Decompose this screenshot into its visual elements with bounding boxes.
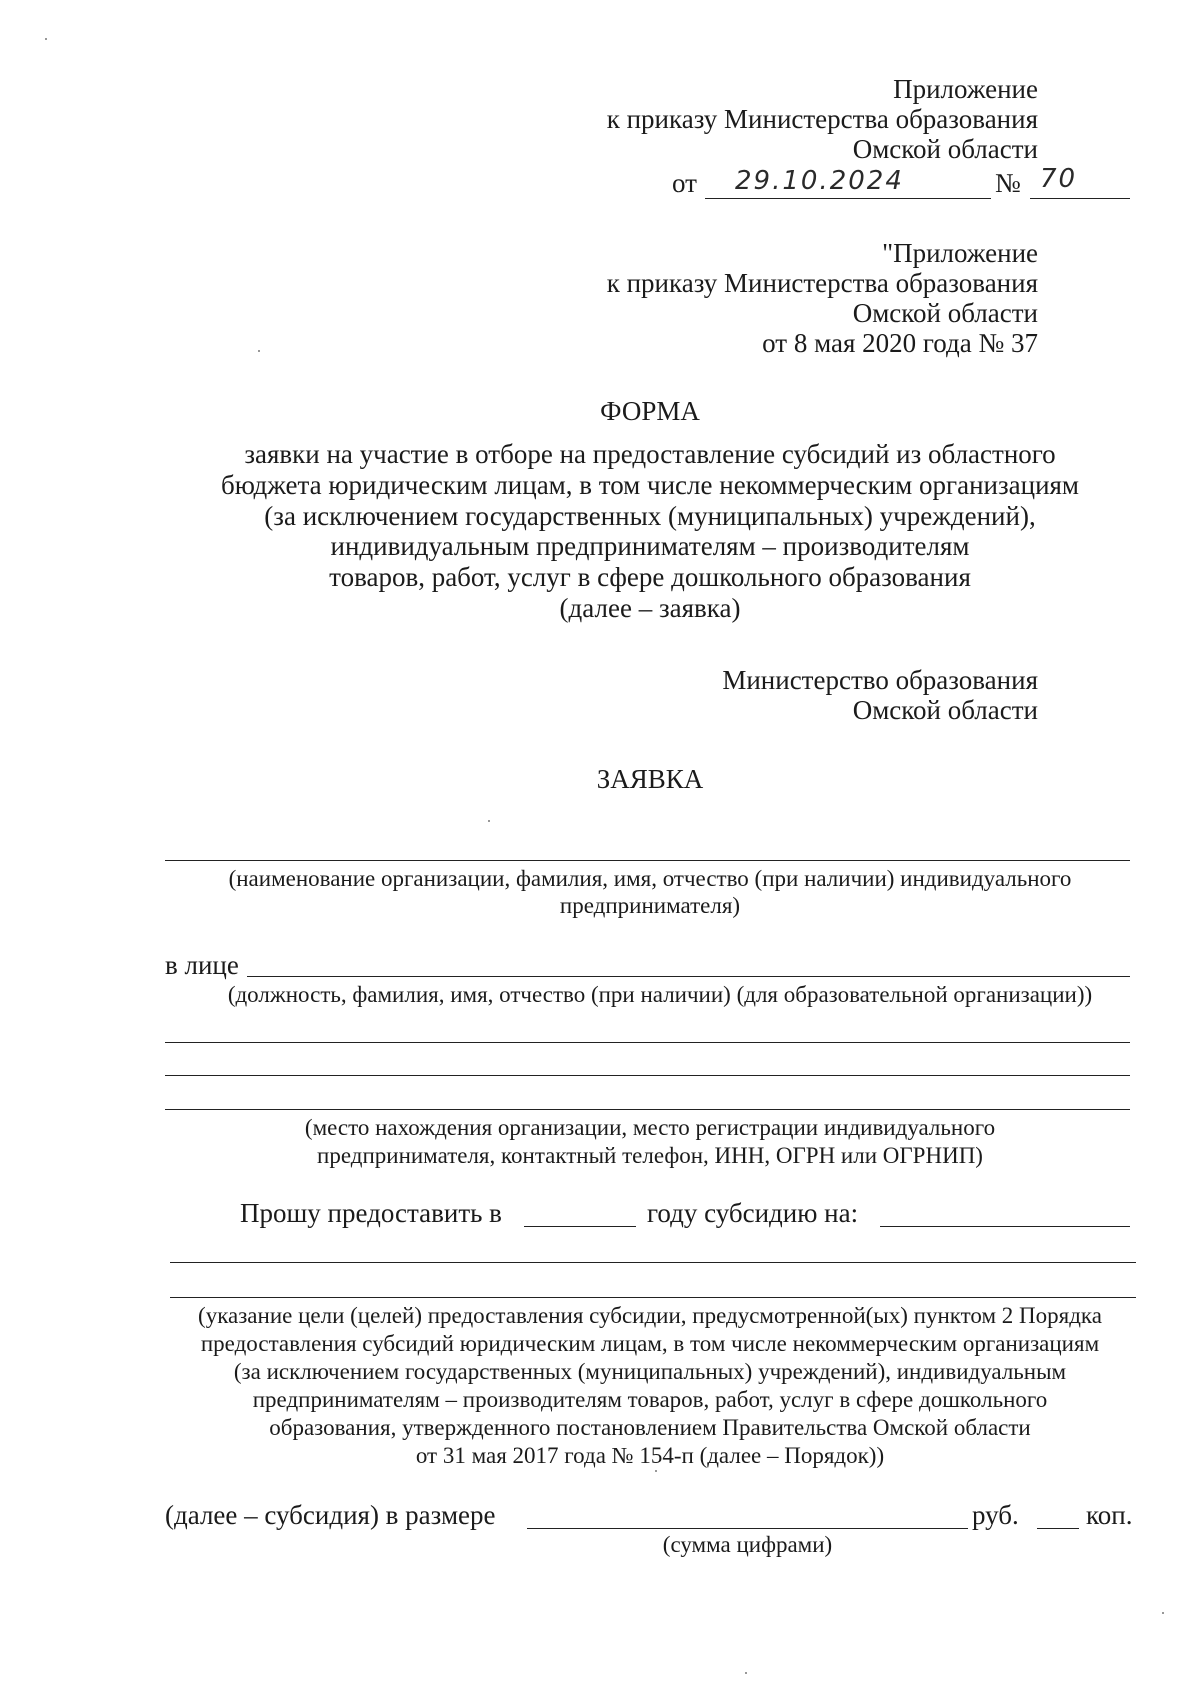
scan-speck (655, 1470, 657, 1472)
request-label-2: году субсидию на: (647, 1198, 859, 1228)
application-title: ЗАЯВКА (596, 764, 704, 794)
scan-speck (258, 350, 260, 352)
form-title-line: товаров, работ, услуг в сфере дошкольного образования (329, 562, 971, 592)
scan-speck (488, 820, 490, 822)
date-underline (705, 198, 991, 199)
form-title-line: (далее – заявка) (559, 593, 741, 623)
purpose-line (170, 1297, 1136, 1298)
form-title-line: заявки на участие в отборе на предоставление субсидий из областного (244, 439, 1056, 469)
purpose-caption: предоставления субсидий юридическим лицам, в том числе некоммерческим организациям (200, 1331, 1100, 1356)
amount-blank (527, 1528, 968, 1529)
header-old-line4: от 8 мая 2020 года № 37 (762, 328, 1038, 358)
header-new-date-prefix: от (672, 168, 697, 198)
location-line (165, 1075, 1130, 1076)
purpose-caption: предпринимателям – производителям товаров, работ, услуг в сфере дошкольного (252, 1387, 1048, 1412)
org-name-line (165, 860, 1130, 861)
form-title-line: индивидуальным предпринимателям – производителям (330, 531, 970, 561)
location-line (165, 1042, 1130, 1043)
location-caption: предпринимателя, контактный телефон, ИНН, ОГРН или ОГРНИП) (317, 1143, 983, 1168)
org-caption: (наименование организации, фамилия, имя, отчество (при наличии) индивидуального (228, 866, 1072, 891)
header-old-line2: к приказу Министерства образования (606, 268, 1038, 298)
position-caption: (должность, фамилия, имя, отчество (при наличии) (для образовательной организации)) (227, 982, 1093, 1007)
handwritten-number: 70 (1040, 164, 1078, 194)
scan-speck (745, 1672, 747, 1674)
number-underline (1030, 198, 1130, 199)
purpose-line (170, 1262, 1136, 1263)
in-person-line (247, 976, 1130, 977)
form-title: ФОРМА (600, 396, 700, 426)
recipient-line2: Омской области (852, 695, 1038, 725)
recipient-line1: Министерство образования (722, 665, 1038, 695)
header-old-line3: Омской области (852, 298, 1038, 328)
amount-label: (далее – субсидия) в размере (165, 1500, 496, 1530)
location-caption: (место нахождения организации, место регистрации индивидуального (304, 1115, 996, 1140)
form-title-line: бюджета юридическим лицам, в том числе некоммерческим организациям (220, 470, 1080, 500)
year-blank (524, 1226, 636, 1227)
subsidy-purpose-blank (880, 1226, 1130, 1227)
header-old-line1: "Приложение (882, 238, 1038, 268)
purpose-caption: (указание цели (целей) предоставления субсидии, предусмотренной(ых) пунктом 2 Порядка (198, 1303, 1102, 1328)
header-new-line1: Приложение (893, 74, 1038, 104)
amount-caption: (сумма цифрами) (662, 1532, 833, 1557)
form-title-line: (за исключением государственных (муниципальных) учреждений), (264, 501, 1036, 531)
kop-label: коп. (1086, 1500, 1133, 1530)
org-caption: предпринимателя) (559, 893, 741, 918)
purpose-caption: образования, утвержденного постановлением Правительства Омской области (269, 1415, 1031, 1440)
scan-speck (45, 38, 47, 40)
location-line (165, 1109, 1130, 1110)
header-new-line2: к приказу Министерства образования (606, 104, 1038, 134)
request-label: Прошу предоставить в (240, 1198, 502, 1228)
in-person-label: в лице (165, 950, 239, 980)
rub-label: руб. (972, 1500, 1019, 1530)
header-new-number-prefix: № (995, 168, 1021, 198)
kop-blank (1037, 1528, 1079, 1529)
purpose-caption: от 31 мая 2017 года № 154-п (далее – Порядок)) (415, 1443, 885, 1468)
header-new-line3: Омской области (852, 134, 1038, 164)
purpose-caption: (за исключением государственных (муниципальных) учреждений), индивидуальным (233, 1359, 1067, 1384)
scan-speck (1162, 1612, 1164, 1614)
handwritten-date: 29.10.2024 (735, 166, 904, 196)
